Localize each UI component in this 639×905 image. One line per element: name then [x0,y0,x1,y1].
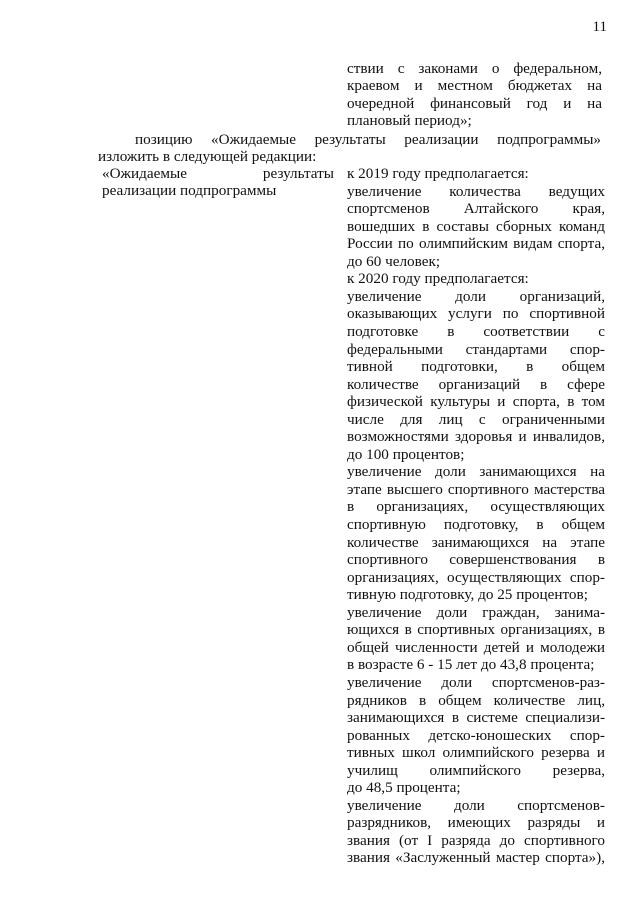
right-line: в организациях, осуществляющих [347,498,605,516]
right-line: количестве занимающихся на этапе [347,533,605,551]
left-line: реализации подпрограммы [102,182,277,200]
right-line: федеральными стандартами спор- [347,340,605,358]
right-line: спортивного совершенствования в [347,551,605,569]
right-line: количестве организаций в сфере [347,375,605,393]
right-line: возможностями здоровья и инвалидов, [347,428,605,446]
right-line: организациях, осуществляющих спор- [347,568,605,586]
right-line: рованных детско-юношеских спор- [347,726,605,744]
page-number: 11 [592,19,607,35]
right-line: до 60 человек; [347,252,441,270]
top-line: краевом и местном бюджетах на [347,77,602,95]
right-line: тивную подготовку, до 25 процентов; [347,586,588,604]
right-line: увеличение доли граждан, занима- [347,603,605,621]
right-line: звания (от I разряда до спортивного [347,831,605,849]
right-line: училищ олимпийского резерва, [347,761,605,779]
right-line: к 2019 году предполагается: [347,165,529,182]
top-line: очередной финансовый год и на [347,94,602,112]
right-line: спортивную подготовку, в общем [347,516,605,533]
top-line: ствии с законами о федеральном, [347,60,602,77]
right-line: тивных школ олимпийского резерва и [347,744,605,762]
right-line: рядников в общем количестве лиц, [347,691,605,709]
instruction-line-1: позицию «Ожидаемые результаты реализации подпрограммы» [135,131,601,148]
right-line: в возрасте 6 - 15 лет до 43,8 процента; [347,656,595,674]
right-line: к 2020 году предполагается: [347,270,529,288]
right-line: физической культуры и спорта, в том [347,393,605,411]
right-line: этапе высшего спортивного мастерства [347,480,605,498]
right-line: увеличение доли спортсменов-раз- [347,673,605,691]
right-line: до 48,5 процента; [347,779,461,797]
right-line: оказывающих услуги по спортивной [347,305,605,323]
right-line: звания «Заслуженный мастер спорта»), [347,849,605,867]
right-line: числе для лиц с ограниченными [347,410,605,428]
right-line: подготовке в соответствии с [347,322,605,340]
right-line: до 100 процентов; [347,445,465,463]
top-line: плановый период»; [347,112,472,130]
right-line: увеличение доли организаций, [347,287,605,305]
right-line: общей численности детей и молодежи [347,638,605,656]
right-line: занимающихся в системе специализи- [347,709,605,727]
right-line: России по олимпийским видам спорта, [347,235,605,253]
right-line: разрядников, имеющих разряды и [347,814,605,832]
right-line: увеличение доли спортсменов- [347,796,605,814]
right-line: ющихся в спортивных организациях, в [347,621,605,639]
right-line: вошедших в составы сборных команд [347,217,605,235]
right-line: увеличение количества ведущих [347,182,605,200]
left-line: «Ожидаемые результаты [102,165,334,182]
right-line: увеличение доли занимающихся на [347,463,605,481]
right-line: спортсменов Алтайского края, [347,200,605,218]
instruction-line-2: изложить в следующей редакции: [98,148,317,165]
right-line: тивной подготовки, в общем [347,358,605,376]
